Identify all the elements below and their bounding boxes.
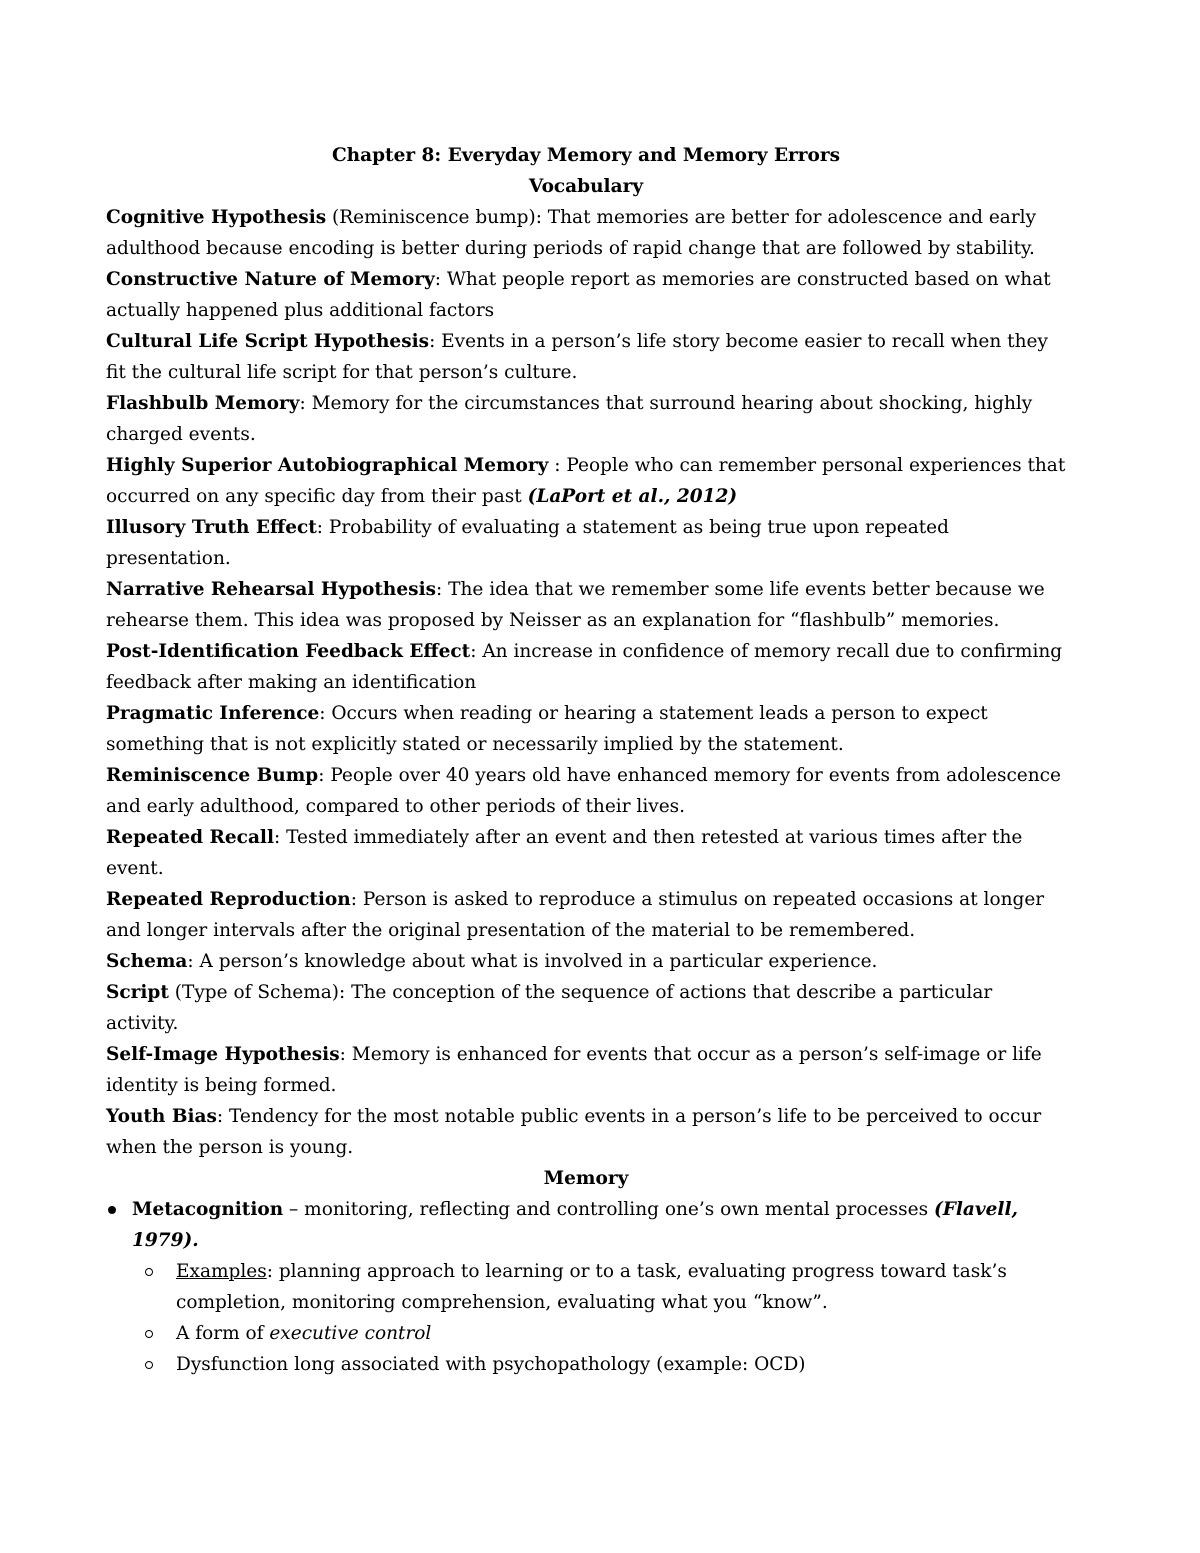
vocab-term: Schema <box>106 951 188 972</box>
vocab-term: Repeated Recall <box>106 827 274 848</box>
section-heading-memory: Memory <box>543 1168 629 1189</box>
vocab-definition: : That memories are better for adolescence and early adulthood because encoding is better during periods of rapid change that are followed by stability. <box>106 207 1037 259</box>
memory-term: Metacognition <box>132 1199 284 1220</box>
bullet-dot-icon <box>108 1206 116 1214</box>
vocab-definition: : Person is asked to reproduce a stimulus on repeated occasions at longer and longer intervals after the original presentation of the material to be remembered. <box>106 889 1045 941</box>
memory-definition: – monitoring, reflecting and controlling one’s own mental processes <box>283 1199 934 1220</box>
vocab-entry <box>106 574 1066 636</box>
vocabulary-list <box>106 202 1066 1163</box>
vocab-entry <box>106 760 1066 822</box>
vocab-entry <box>106 202 1066 264</box>
document-title: Chapter 8: Everyday Memory and Memory Errors <box>331 145 841 166</box>
vocab-definition: : What people report as memories are constructed based on what actually happened plus additional factors <box>106 269 1051 321</box>
bullet-ring-icon <box>145 1268 153 1276</box>
vocab-entry <box>106 977 1066 1039</box>
list-item <box>132 1194 1066 1380</box>
vocab-definition: : People over 40 years old have enhanced memory for events from adolescence and early adulthood, compared to other periods of their lives. <box>106 765 1061 817</box>
bullet-ring-icon <box>145 1361 153 1369</box>
vocab-term: Script <box>106 982 169 1003</box>
section-heading-vocabulary: Vocabulary <box>528 176 644 197</box>
vocab-definition: : Occurs when reading or hearing a statement leads a person to expect something that is not explicitly stated or necessarily implied by the statement. <box>106 703 988 755</box>
list-item <box>176 1318 1066 1349</box>
vocab-entry <box>106 388 1066 450</box>
vocab-definition: : The idea that we remember some life events better because we rehearse them. This idea was proposed by Neisser as an explanation for “flashbulb” memories. <box>106 579 1045 631</box>
vocab-entry <box>106 1101 1066 1163</box>
vocab-term: Cognitive Hypothesis <box>106 207 327 228</box>
executive-prefix: A form of <box>176 1323 270 1344</box>
vocab-term: Self-Image Hypothesis <box>106 1044 340 1065</box>
vocab-definition: : People who can remember personal experiences that occurred on any specific day from their past <box>106 455 1066 507</box>
vocab-entry <box>106 884 1066 946</box>
examples-label: Examples <box>176 1261 267 1282</box>
vocab-term: Reminiscence Bump <box>106 765 319 786</box>
vocab-entry <box>106 264 1066 326</box>
vocab-entry <box>106 946 1066 977</box>
vocab-term: Flashbulb Memory <box>106 393 300 414</box>
vocab-term: Narrative Rehearsal Hypothesis <box>106 579 437 600</box>
vocab-entry <box>106 636 1066 698</box>
vocab-definition: : Probability of evaluating a statement as being true upon repeated presentation. <box>106 517 949 569</box>
vocab-entry <box>106 822 1066 884</box>
vocab-entry <box>106 698 1066 760</box>
vocab-entry <box>106 450 1066 512</box>
vocab-entry <box>106 512 1066 574</box>
vocab-citation: (LaPort et al., 2012) <box>527 486 738 507</box>
examples-text: : planning approach to learning or to a task, evaluating progress toward task’s completion, monitoring comprehension, evaluating what you “know”. <box>176 1261 1007 1313</box>
bullet-ring-icon <box>145 1330 153 1338</box>
memory-citation: (Flavell, 1979). <box>132 1199 1018 1251</box>
vocab-definition: : Events in a person’s life story become easier to recall when they fit the cultural life script for that person’s culture. <box>106 331 1048 383</box>
executive-control-text: executive control <box>269 1323 432 1344</box>
list-item <box>176 1349 1066 1380</box>
vocab-entry <box>106 326 1066 388</box>
vocab-term: Youth Bias <box>106 1106 217 1127</box>
vocab-term: Illusory Truth Effect <box>106 517 317 538</box>
vocab-term: Pragmatic Inference <box>106 703 320 724</box>
vocab-definition: : Memory for the circumstances that surround hearing about shocking, highly charged events. <box>106 393 1033 445</box>
vocab-term: Highly Superior Autobiographical Memory <box>106 455 549 476</box>
vocab-term: Constructive Nature of Memory <box>106 269 435 290</box>
dysfunction-text: Dysfunction long associated with psychopathology (example: OCD) <box>176 1354 806 1375</box>
vocab-definition: : The conception of the sequence of actions that describe a particular activity. <box>106 982 993 1034</box>
vocab-definition: : Tendency for the most notable public events in a person’s life to be perceived to occur when the person is young. <box>106 1106 1042 1158</box>
vocab-term: Repeated Reproduction <box>106 889 351 910</box>
vocab-definition: : Memory is enhanced for events that occur as a person’s self-image or life identity is being formed. <box>106 1044 1042 1096</box>
vocab-definition: : Tested immediately after an event and then retested at various times after the event. <box>106 827 1023 879</box>
document-page <box>106 140 1066 1380</box>
vocab-term: Post-Identification Feedback Effect <box>106 641 471 662</box>
memory-list <box>106 1194 1066 1380</box>
list-item <box>176 1256 1066 1318</box>
vocab-term-note: (Reminiscence bump) <box>326 207 536 228</box>
vocab-entry <box>106 1039 1066 1101</box>
memory-sublist <box>132 1256 1066 1380</box>
vocab-term-note: (Type of Schema) <box>168 982 340 1003</box>
vocab-term: Cultural Life Script Hypothesis <box>106 331 430 352</box>
vocab-definition: : A person’s knowledge about what is involved in a particular experience. <box>187 951 878 972</box>
vocab-definition: : An increase in confidence of memory recall due to confirming feedback after making an identification <box>106 641 1063 693</box>
